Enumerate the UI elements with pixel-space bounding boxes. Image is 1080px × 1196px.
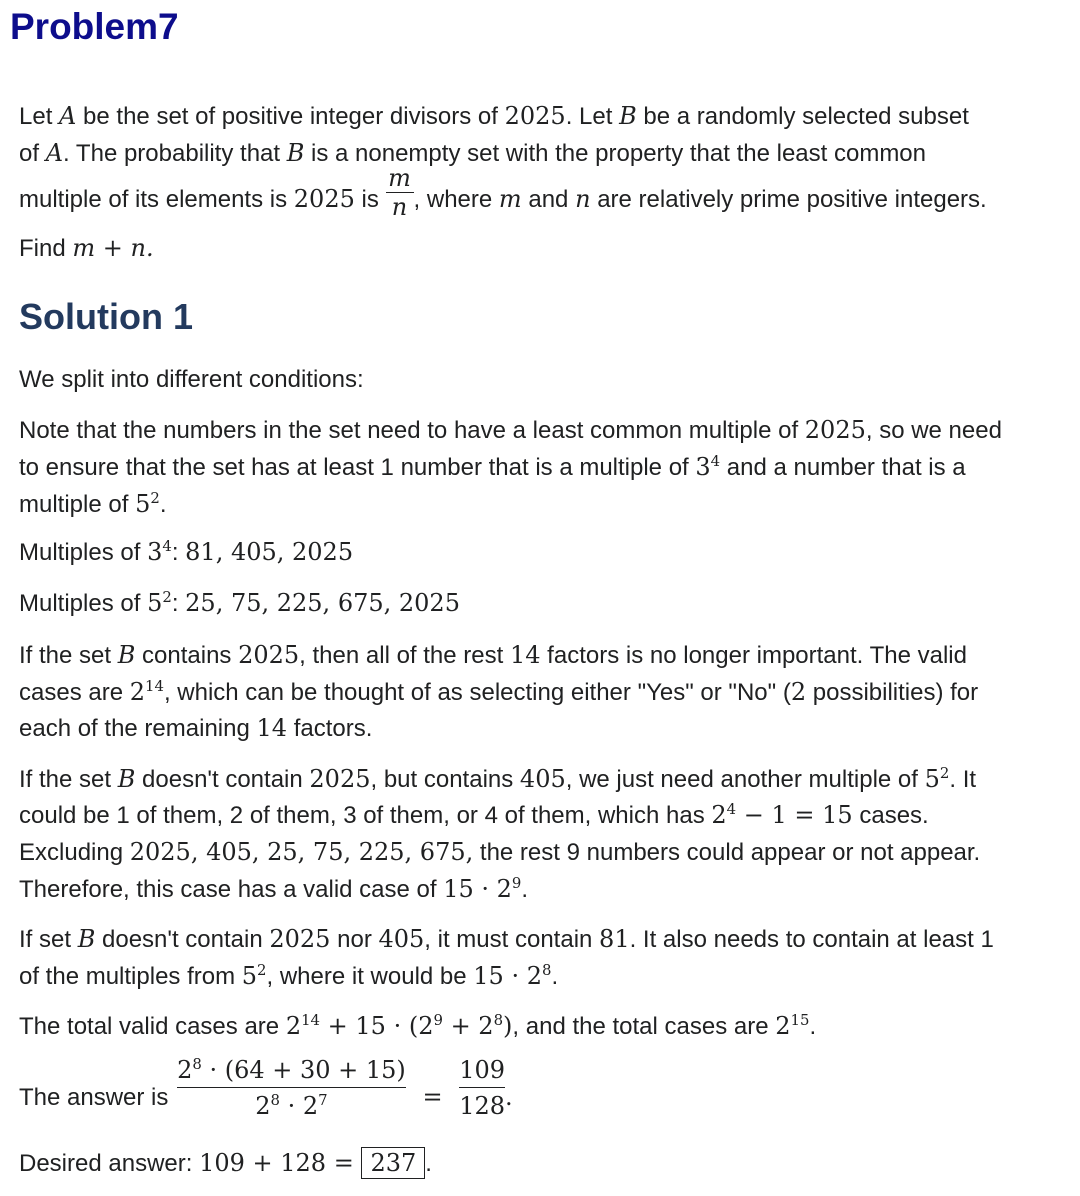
desired-answer-line: Desired answer: 109 + 128 = 237 .: [19, 1149, 432, 1177]
solution-intro: We split into different conditions:: [19, 366, 364, 393]
multiples-of-81-line: Multiples of $3^4$: 81, 405, 2025: [19, 536, 354, 566]
case2-line-3: Excluding 2025, 405, 25, 75, 225, 675, the rest 9 numbers could appear or not appear.: [19, 838, 981, 866]
note-line-1: Note that the numbers in the set need to have a least common multiple of 2025, so we need: [19, 416, 1002, 444]
case1-line-2: cases are $2^{14}$, which can be thought of as selecting either "Yes" or "No" (2 possibilities) for: [19, 676, 979, 706]
note-line-2: to ensure that the set has at least 1 number that is a multiple of $3^4$ and a number that is a: [19, 451, 966, 481]
probability-fraction: $\frac{m}{n}$: [386, 166, 414, 219]
multiples-of-25-line: Multiples of $5^2$: 25, 75, 225, 675, 2025: [19, 587, 460, 617]
case1-line-1: If the set B contains 2025, then all of the rest 14 factors is no longer important. The valid: [19, 641, 967, 669]
answer-line: The answer is $\frac{2^8 \cdot (64 + 30 + 15)}{2^8 \cdot 2^7}$ = $\frac{109}{128}$ .: [19, 1054, 513, 1120]
problem-title: Problem7: [10, 6, 179, 47]
total-cases-line: The total valid cases are $2^{14} + 15 \cdot (2^9 + 2^8)$, and the total cases are $2^{15}$.: [19, 1010, 817, 1040]
simplified-fraction: $\frac{109}{128}$: [459, 1056, 506, 1120]
case3-line-2: of the multiples from $5^2$, where it would be $15 \cdot 2^8$.: [19, 960, 559, 990]
case2-line-2: could be 1 of them, 2 of them, 3 of them, or 4 of them, which has $2^4 - 1 = 15$ cases.: [19, 799, 929, 829]
case2-line-4: Therefore, this case has a valid case of $15 \cdot 2^9$.: [19, 873, 529, 903]
note-line-3: multiple of $5^2$.: [19, 488, 167, 518]
problem-line-1: Let A be the set of positive integer divisors of 2025. Let B be a randomly selected subset: [19, 102, 969, 130]
case3-line-1: If set B doesn't contain 2025 nor 405, it must contain 81. It also needs to contain at least 1: [19, 925, 994, 953]
problem-line-2: of A. The probability that B is a nonempty set with the property that the least common: [19, 139, 927, 167]
problem-line-3: multiple of its elements is 2025 is $\frac{m}{n}$ , where m and n are relatively prime positive integers.: [19, 164, 987, 221]
answer-fraction: $\frac{2^8 \cdot (64 + 30 + 15)}{2^8 \cdot 2^7}$: [177, 1054, 406, 1120]
problem-line-4: Find m + n.: [19, 234, 154, 262]
solution-heading: Solution 1: [19, 296, 193, 337]
case2-line-1: If the set B doesn't contain 2025, but contains 405, we just need another multiple of $5^2$. It: [19, 763, 977, 793]
case1-line-3: each of the remaining 14 factors.: [19, 714, 373, 742]
boxed-answer: 237: [361, 1147, 425, 1179]
